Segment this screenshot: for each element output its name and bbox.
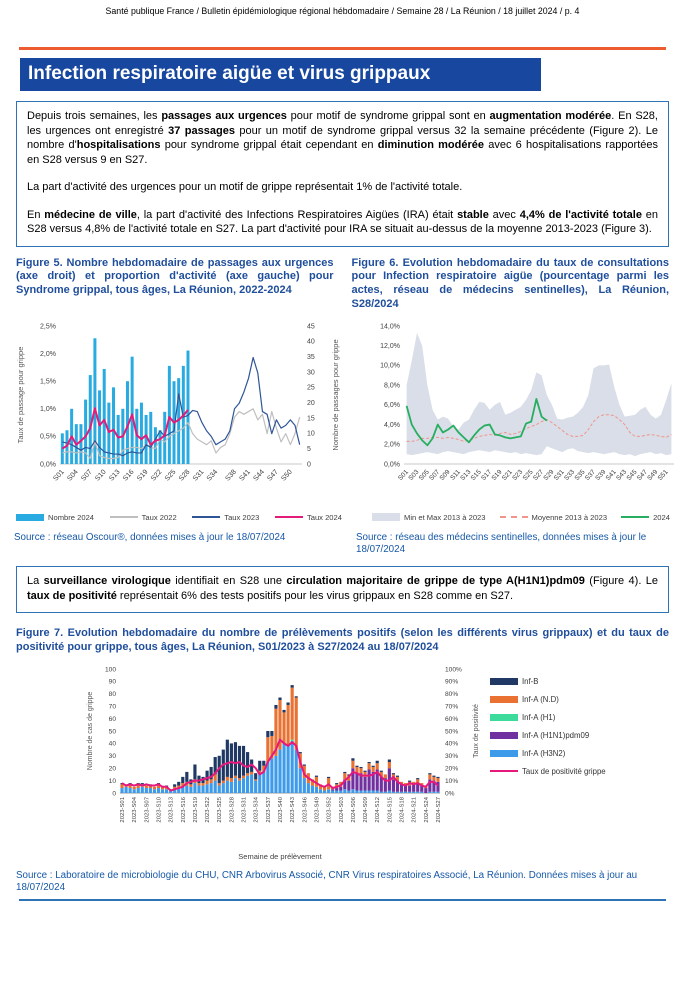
svg-text:2024-S24: 2024-S24 [423,796,430,823]
svg-text:20%: 20% [445,765,459,773]
svg-text:S51: S51 [656,468,670,482]
svg-text:10%: 10% [445,777,459,785]
svg-text:0,5%: 0,5% [40,433,56,441]
svg-text:S21: S21 [500,468,514,482]
paragraph: En médecine de ville, la part d'activité des Infections Respiratoires Aigües (IRA) était stable avec 4,4% de l'activité totale en S28 versus 4,8% de l'activité totale en S27. La part d'activité pour IRA se situait au-dessus de la moyenne 2013-2023 (Figure 3). [27,208,659,236]
svg-text:2,0%: 2,0% [384,441,400,449]
figure6-title: Figure 6. Evolution hebdomadaire du taux de consultations pour Infection respiratoire aigüe (pourcentage parmi les actes, réseau de médecins sentinelles), La Réunion, S28/2024 [351,256,669,310]
figure6-chart [356,316,685,511]
summary-box-2 [16,566,669,613]
svg-text:2023-S46: 2023-S46 [302,796,309,823]
figure6-legend: Min et Max 2013 à 2023 Moyenne 2013 à 2023 2024 [356,513,685,522]
svg-text:0: 0 [112,790,116,798]
svg-text:2023-S34: 2023-S34 [253,796,260,823]
svg-text:40: 40 [108,740,116,748]
svg-text:40%: 40% [445,740,459,748]
svg-text:0,0%: 0,0% [384,460,400,468]
figure7-title: Figure 7. Evolution hebdomadaire du nombre de prélèvements positifs (selon les différents virus grippaux) et du taux de positivité pour grippe, tous âges, La Réunion, S01/2023 à S27/2024 au 18/07/2024 [16,627,669,654]
svg-text:2023-S22: 2023-S22 [205,796,212,823]
svg-text:S05: S05 [417,468,431,482]
svg-text:S09: S09 [438,468,452,482]
svg-text:2023-S07: 2023-S07 [144,796,151,823]
svg-text:40: 40 [307,338,315,346]
svg-text:14,0%: 14,0% [380,322,400,330]
svg-text:S17: S17 [480,468,494,482]
svg-text:0,0%: 0,0% [40,460,56,468]
figure5-source: Source : réseau Oscour®, données mises à jour le 18/07/2024 [14,531,286,543]
svg-text:100%: 100% [445,666,462,674]
svg-text:80%: 80% [445,690,459,698]
svg-text:30%: 30% [445,752,459,760]
figure6-source: Source : réseau des médecins sentinelles, données mises à jour le 18/07/2024 [356,531,647,555]
svg-text:S13: S13 [459,468,473,482]
blue-divider [19,899,666,901]
svg-text:2023-S43: 2023-S43 [290,796,297,823]
svg-text:S31: S31 [191,468,206,483]
svg-text:2024-S15: 2024-S15 [387,796,394,823]
svg-text:S19: S19 [490,468,504,482]
svg-text:S01: S01 [52,468,66,483]
svg-text:2023-S40: 2023-S40 [278,796,284,823]
svg-text:1,0%: 1,0% [40,405,56,413]
figure5-legend: Nombre 2024 Taux 2022 Taux 2023 Taux 2024 [14,513,344,522]
svg-text:Taux de passage pour grippe: Taux de passage pour grippe [16,346,25,443]
svg-text:2,0%: 2,0% [40,350,56,358]
svg-text:2023-S04: 2023-S04 [132,796,139,823]
svg-text:S15: S15 [469,468,483,482]
svg-text:2024-S18: 2024-S18 [399,796,406,823]
svg-text:S50: S50 [280,468,294,483]
svg-text:50%: 50% [445,728,459,736]
figure7-source: Source : Laboratoire de microbiologie du CHU, CNR Arbovirus Associé, CNR Virus respiratoires Associé, La Réunion. Données mises à jour au 18/07/2024 [16,869,638,893]
svg-text:S28: S28 [177,468,192,483]
svg-text:S10: S10 [94,468,108,483]
svg-text:70: 70 [108,703,116,711]
svg-text:S49: S49 [646,468,660,482]
svg-text:S27: S27 [532,468,546,482]
svg-text:S31: S31 [552,468,566,482]
svg-text:S35: S35 [573,468,587,482]
svg-text:2023-S19: 2023-S19 [192,796,199,823]
svg-text:S07: S07 [428,468,442,482]
svg-text:50: 50 [108,728,116,736]
svg-text:2023-S01: 2023-S01 [120,796,127,823]
svg-text:S47: S47 [266,468,280,483]
svg-text:2023-S16: 2023-S16 [180,796,187,823]
svg-text:15: 15 [307,414,315,422]
svg-text:30: 30 [307,368,315,376]
svg-text:45: 45 [307,322,315,330]
figure7-chart [84,661,484,868]
figure-titles-row [16,257,669,312]
svg-text:2023-S37: 2023-S37 [265,796,272,823]
svg-text:S38: S38 [224,468,239,483]
svg-text:S25: S25 [521,468,535,482]
svg-text:2023-S28: 2023-S28 [229,796,236,823]
svg-text:10: 10 [307,430,315,438]
svg-text:S01: S01 [397,468,411,482]
svg-text:Semaine de prélèvement: Semaine de prélèvement [238,851,322,861]
svg-text:2,5%: 2,5% [40,322,56,330]
svg-text:60%: 60% [445,715,459,723]
figure5-chart [14,316,344,511]
figure5-column [14,316,344,556]
paragraph: Depuis trois semaines, les passages aux urgences pour motif de syndrome grippal sont en augmentation modérée. En S28, les urgences ont enregistré 37 passages pour un motif de syndrome grippal versus 32 la semaine précédente (Figure 2). Le nombre d'hospitalisations pour syndrome grippal était cependant en diminution modérée avec 6 hospitalisations rapportées en S28 versus 9 en S27. [27,110,659,166]
svg-text:100: 100 [104,666,116,674]
svg-text:S11: S11 [449,468,463,482]
svg-text:S41: S41 [238,468,252,483]
section-title: Infection respiratoire aigüe et virus grippaux [20,58,541,91]
svg-text:S39: S39 [594,468,608,482]
svg-text:S34: S34 [205,468,220,483]
svg-text:25: 25 [307,384,315,392]
svg-text:90: 90 [108,678,116,686]
svg-text:8,0%: 8,0% [384,382,400,390]
svg-text:2023-S31: 2023-S31 [241,796,248,823]
svg-text:10: 10 [108,777,116,785]
svg-text:6,0%: 6,0% [384,401,400,409]
svg-text:2024-S03: 2024-S03 [338,796,345,823]
svg-text:12,0%: 12,0% [380,342,400,350]
svg-text:30: 30 [108,752,116,760]
svg-text:S19: S19 [136,468,150,483]
svg-text:35: 35 [307,353,315,361]
svg-text:2023-S13: 2023-S13 [168,796,175,823]
svg-text:S43: S43 [615,468,629,482]
svg-text:70%: 70% [445,703,459,711]
svg-text:S13: S13 [108,468,122,483]
paragraph: La part d'activité des urgences pour un motif de grippe représentait 1% de l'activité totale. [27,181,463,194]
figure6-column [356,316,685,556]
svg-text:2024-S27: 2024-S27 [435,796,442,823]
svg-text:4,0%: 4,0% [384,421,400,429]
figure7-legend: Inf-B Inf-A (N.D) Inf-A (H1) Inf-A (H1N1)pdm09 Inf-A (H3N2) Taux de positivité grippe [490,677,606,785]
svg-text:S45: S45 [625,468,639,482]
svg-text:S07: S07 [80,468,94,483]
svg-text:S47: S47 [635,468,649,482]
svg-text:S03: S03 [407,468,421,482]
svg-text:2024-S12: 2024-S12 [375,796,382,823]
figure5-title: Figure 5. Nombre hebdomadaire de passages aux urgences (axe droit) et proportion d'activité (axe gauche) pour Syndrome grippal, tous âges, La Réunion, 2022-2024 [16,256,334,297]
svg-text:Taux de positivité: Taux de positivité [473,703,480,758]
svg-text:S33: S33 [563,468,577,482]
svg-text:80: 80 [108,690,116,698]
summary-box-1 [16,101,669,247]
svg-text:S41: S41 [604,468,618,482]
svg-text:2023-S52: 2023-S52 [326,796,333,823]
svg-text:0%: 0% [445,790,455,798]
svg-text:90%: 90% [445,678,459,686]
svg-text:Nombre de passages pour grippe: Nombre de passages pour grippe [331,338,340,451]
svg-text:1,5%: 1,5% [40,378,56,386]
svg-text:2024-S06: 2024-S06 [350,796,357,823]
svg-text:2023-S49: 2023-S49 [314,796,321,823]
svg-text:60: 60 [108,715,116,723]
svg-text:Nombre de cas de grippe: Nombre de cas de grippe [87,691,94,771]
charts-row [14,316,675,556]
svg-text:S16: S16 [122,468,136,483]
paragraph: La surveillance virologique identifiait en S28 une circulation majoritaire de grippe de type A(H1N1)pdm09 (Figure 4). Le taux de positivité représentait 6% des tests positifs pour les virus grippaux en S28 comme en S27. [27,575,658,602]
orange-divider [19,47,666,50]
svg-text:S29: S29 [542,468,556,482]
svg-text:S37: S37 [583,468,598,482]
page-header: Santé publique France / Bulletin épidémiologique régional hébdomadaire / Semaine 28 / La Réunion / 18 juillet 2024 / p. 4 [105,6,580,16]
svg-text:S44: S44 [252,468,266,483]
svg-text:S22: S22 [149,468,164,483]
svg-text:0: 0 [307,460,311,468]
svg-text:20: 20 [108,765,116,773]
svg-text:S25: S25 [163,468,178,483]
svg-text:20: 20 [307,399,315,407]
svg-text:S23: S23 [511,468,525,482]
svg-text:S04: S04 [66,468,80,483]
svg-text:2023-S10: 2023-S10 [156,796,163,823]
svg-text:2023-S25: 2023-S25 [217,796,224,823]
svg-text:10,0%: 10,0% [380,362,400,370]
figure7-row [84,661,685,868]
svg-text:2024-S09: 2024-S09 [363,796,370,823]
svg-text:5: 5 [307,445,311,453]
svg-text:2024-S21: 2024-S21 [411,796,418,823]
